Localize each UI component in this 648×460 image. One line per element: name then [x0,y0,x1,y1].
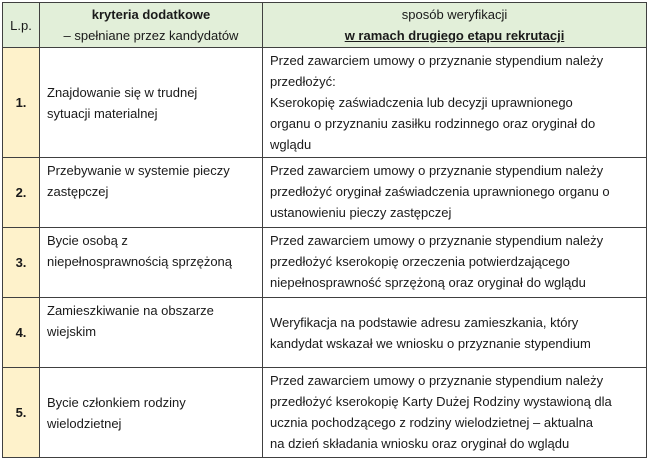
verification-line: ustanowieniu pieczy zastępczej [270,205,452,220]
verification-line: Przed zawarciem umowy o przyznanie stypendium należy [270,233,604,248]
verification-line: Kserokopię zaświadczenia lub decyzji uprawnionego [270,95,573,110]
header-lp: L.p. [3,3,40,48]
verification-line: wglądu [270,137,312,152]
verification-cell [263,368,647,458]
header-criteria-title: kryteria dodatkowe [91,7,211,22]
criterion-cell [40,48,263,158]
verification-line: ucznia pochodzącego z rodziny wielodzietnej – aktualna [270,415,594,430]
criterion-line: niepełnosprawnością sprzężoną [47,254,233,269]
verification-line: Weryfikacja na podstawie adresu zamieszkania, który [270,314,579,330]
table-row [3,158,647,228]
verification-cell [263,298,647,368]
criterion-line: Bycie osobą z [47,233,128,248]
criterion-line: sytuacji materialnej [47,105,158,121]
criterion-cell [40,368,263,458]
verification-line: przedłożyć: [270,74,336,89]
verification-line: Przed zawarciem umowy o przyznanie stypendium należy [270,373,604,388]
verification-line: na dzień składania wniosku oraz oryginał do wglądu [270,436,570,451]
criterion-line: Znajdowanie się w trudnej [47,84,198,100]
row-number: 5. [3,368,40,458]
table-row [3,368,647,458]
row-number: 3. [3,228,40,298]
table-row [3,228,647,298]
criterion-line: zastępczej [47,184,109,199]
verification-line: Przed zawarciem umowy o przyznanie stypendium należy [270,53,604,68]
header-verification-title: sposób weryfikacji [401,7,508,22]
table-row [3,48,647,158]
verification-line: przedłożyć oryginał zaświadczenia uprawnionego organu o [270,184,610,199]
verification-cell [263,48,647,158]
criterion-cell [40,228,263,298]
table-row [3,298,647,368]
row-number: 4. [3,298,40,368]
criterion-line: Przebywanie w systemie pieczy [47,163,230,178]
verification-cell [263,228,647,298]
criterion-line: wielodzietnej [47,415,122,431]
header-criteria [40,3,263,48]
header-row [3,3,647,48]
verification-line: Przed zawarciem umowy o przyznanie stypendium należy [270,163,604,178]
verification-cell [263,158,647,228]
criterion-cell [40,158,263,228]
verification-line: przedłożyć kserokopię orzeczenia potwierdzającego [270,254,570,269]
criteria-table [2,2,647,458]
header-verification-subtitle: w ramach drugiego etapu rekrutacji [344,28,565,43]
verification-line: niepełnosprawność sprzężoną oraz oryginał do wglądu [270,275,586,290]
verification-line: organu o przyznaniu zasiłku rodzinnego oraz oryginał do [270,116,596,131]
row-number: 2. [3,158,40,228]
verification-line: kandydat wskazał we wniosku o przyznanie stypendium [270,335,591,351]
criterion-line: Zamieszkiwanie na obszarze [47,303,214,318]
verification-line: przedłożyć kserokopię Karty Dużej Rodziny wystawioną dla [270,394,612,409]
header-verification [263,3,647,48]
header-criteria-subtitle: – spełniane przez kandydatów [63,28,239,43]
criterion-cell [40,298,263,368]
criterion-line: wiejskim [47,324,97,339]
criterion-line: Bycie członkiem rodziny [47,394,186,410]
row-number: 1. [3,48,40,158]
